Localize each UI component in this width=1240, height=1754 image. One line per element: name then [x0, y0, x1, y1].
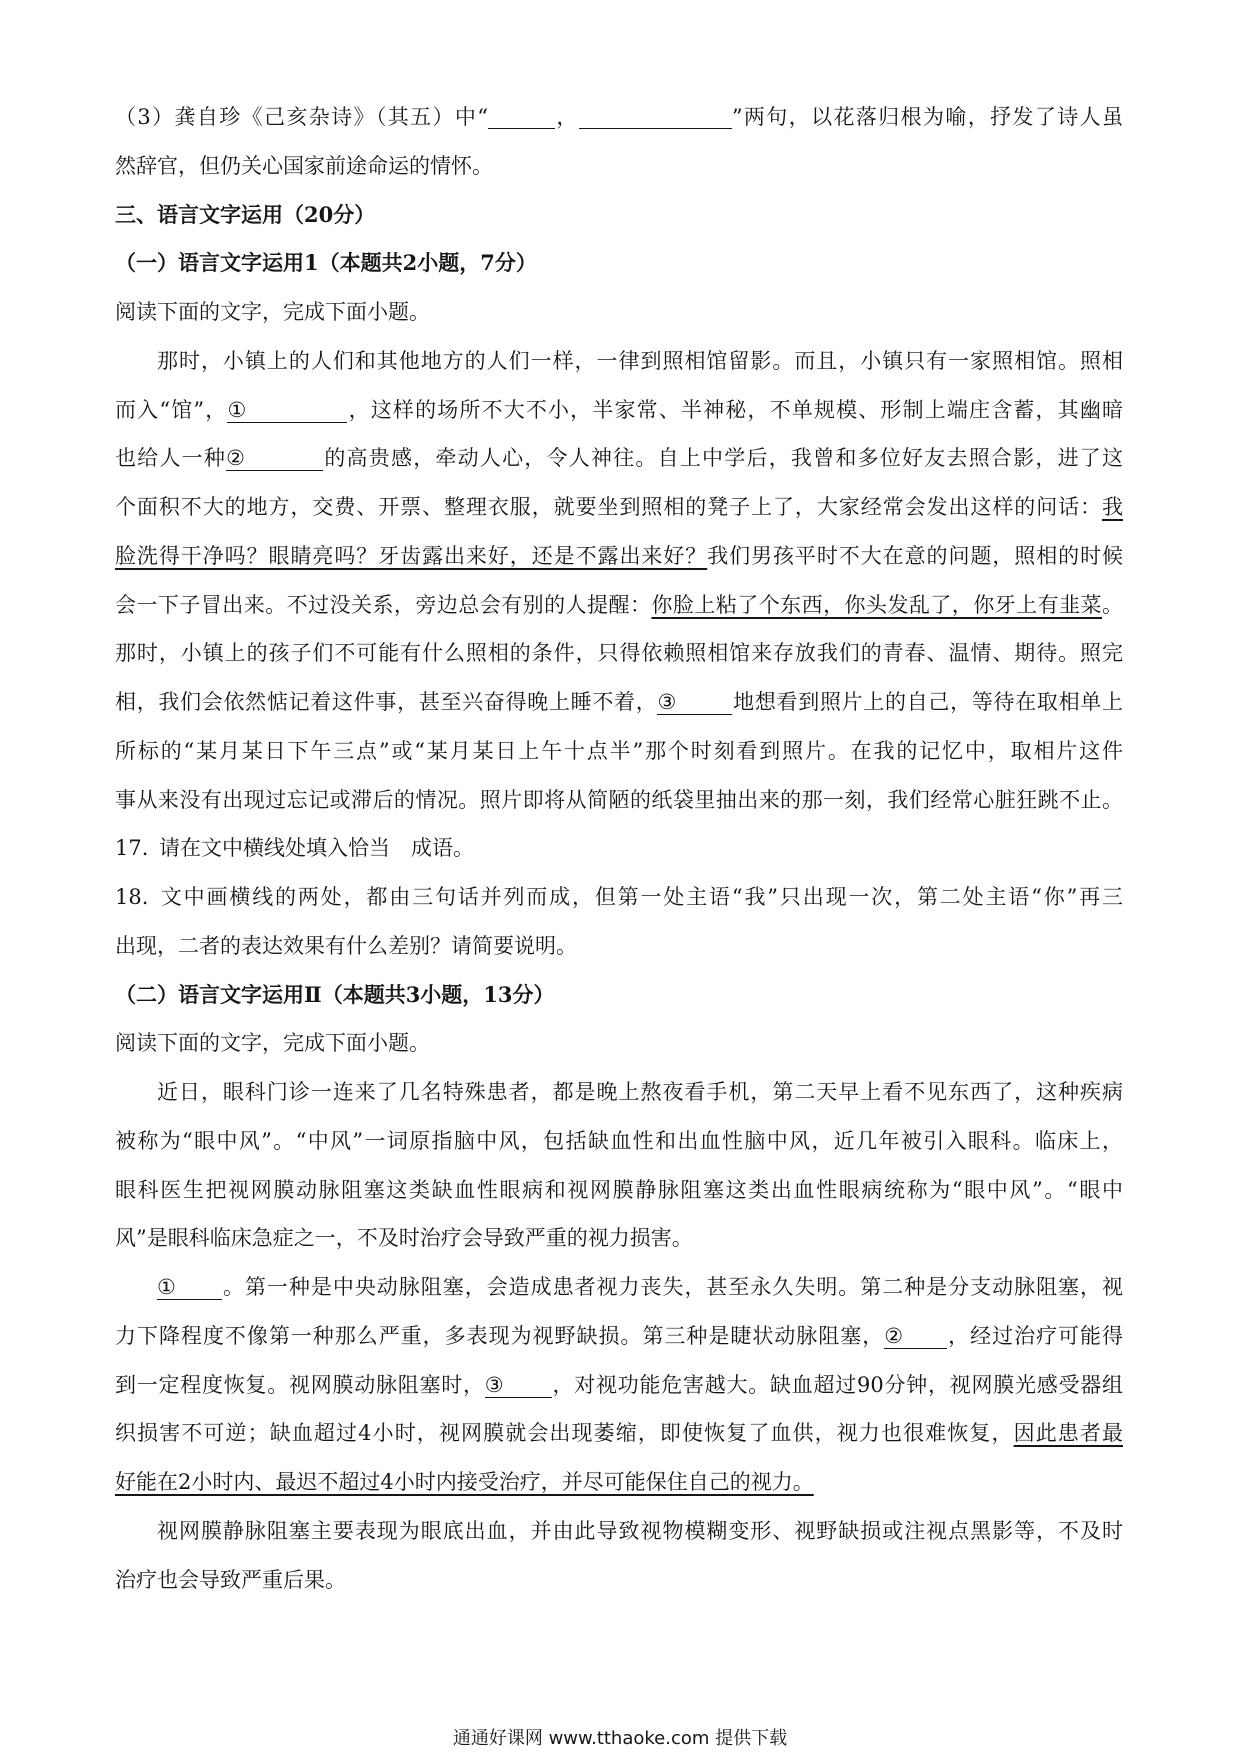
question-18 — [115, 873, 1123, 922]
question-18-continued — [115, 922, 1123, 971]
passage-text: 眼科医生把视网膜动脉阻塞这类缺血性眼病和视网膜静脉阻塞这类出血性眼病统称为“眼中风”。“眼中 — [115, 1177, 1123, 1202]
part1-instruction: 阅读下面的文字，完成下面小题。 — [115, 300, 430, 324]
passage-text: 风”是眼科临床急症之一，不及时治疗会导致严重的视力损害。 — [115, 1226, 693, 1251]
passage-line — [115, 483, 1123, 532]
page-content — [115, 93, 1123, 1604]
passage-line — [115, 1409, 1123, 1458]
part2-instruction: 阅读下面的文字，完成下面小题。 — [115, 1031, 430, 1056]
passage-line — [115, 1361, 1123, 1410]
passage-line — [115, 337, 1123, 386]
passage-line — [115, 581, 1123, 630]
passage-line — [115, 1214, 1123, 1263]
part1-title: （一）语言文字运用1（本题共2小题，7分） — [115, 250, 537, 276]
passage-line — [115, 1312, 1123, 1361]
passage-text: 地想看到照片上的自己，等待在取相单上 — [732, 690, 1123, 714]
passage-text: 被称为“眼中风”。“中风”一词原指脑中风，包括缺血性和出血性脑中风，近几年被引入眼科。临床上， — [115, 1128, 1123, 1153]
underlined-sentence: 好能在2小时内、最迟不超过4小时内接受治疗，并尽可能保住自己的视力。 — [115, 1470, 814, 1494]
passage-text: 。 — [1102, 592, 1123, 617]
page-footer: 通通好课网 www.tthaoke.com 提供下载 — [452, 1728, 788, 1749]
fill-blank-1: ① — [227, 398, 347, 423]
passage-line — [115, 532, 1123, 581]
passage-text: 织损害不可逆；缺血超过4小时，视网膜就会出现萎缩，即使恢复了血供，视力也很难恢复， — [115, 1421, 1014, 1446]
passage-text: 那时，小镇上的孩子们不可能有什么照相的条件，只得依赖照相馆来存放我们的青春、温情、期待。照完 — [115, 641, 1123, 666]
passage-text: 个面积不大的地方，交费、开票、整理衣服，就要坐到照相的凳子上了，大家经常会发出这样的问话： — [115, 495, 1102, 519]
passage-line — [115, 1117, 1123, 1166]
question-number: 17. — [115, 836, 149, 861]
passage-text: 力下降程度不像第一种那么严重，多表现为视野缺损。第三种是睫状动脉阻塞， — [115, 1323, 885, 1348]
passage-text: 到一定程度恢复。视网膜动脉阻塞时， — [115, 1372, 485, 1397]
passage-text: 的高贵感，牵动人心，令人神往。自上中学后，我曾和多位好友去照合影，进了这 — [323, 446, 1123, 471]
fill-blank-2: ② — [226, 446, 323, 471]
passage-text: 所标的“某月某日下午三点”或“某月某日上午十点半”那个时刻看到照片。在我的记忆中，取相片这件 — [115, 738, 1123, 763]
passage-line — [115, 1263, 1123, 1312]
question-text: 文中画横线的两处，都由三句话并列而成，但第一处主语“我”只出现一次，第二处主语“你”再三 — [159, 885, 1123, 909]
passage-text: 近日，眼科门诊一连来了几名特殊患者，都是晚上熬夜看手机，第二天早上看不见东西了，这种疾病 — [157, 1080, 1123, 1104]
passage-text: 也给人一种 — [115, 446, 227, 471]
passage-text: ，对视功能危害越大。缺血超过90分钟，视网膜光感受器组 — [551, 1372, 1123, 1397]
section-title: 三、语言文字运用（20分） — [115, 201, 376, 227]
passage-line — [115, 386, 1123, 435]
passage-line — [115, 1507, 1123, 1556]
passage-line — [115, 776, 1123, 825]
underlined-sentence: 你脸上粘了个东西，你头发乱了，你牙上有韭菜 — [651, 592, 1103, 617]
answer-blank — [488, 104, 555, 129]
question-text: （3）龚自珍《己亥杂诗》（其五）中“ — [115, 105, 489, 129]
question-text: 请在文中横线处填入恰当 成语。 — [159, 836, 474, 861]
question-17 — [115, 824, 1123, 873]
passage-text: ，经过治疗可能得 — [947, 1323, 1123, 1348]
poem-question-line — [115, 142, 1123, 191]
part2-title: （二）语言文字运用Ⅱ（本题共3小题，13分） — [115, 981, 555, 1007]
passage-line — [115, 434, 1123, 483]
passage-line — [115, 1556, 1123, 1605]
passage-text: 会一下子冒出来。不过没关系，旁边总会有别的人提醒： — [115, 592, 652, 617]
passage-line — [115, 678, 1123, 727]
passage-text: 那时，小镇上的人们和其他地方的人们一样，一律到照相馆留影。而且，小镇只有一家照相馆。照相 — [157, 348, 1123, 373]
passage-text: ，这样的场所不大不小，半家常、半神秘，不单规模、形制上端庄含蓄，其幽暗 — [347, 397, 1123, 422]
passage-line — [115, 1068, 1123, 1117]
passage-text: 相，我们会依然惦记着这件事，甚至兴奋得晚上睡不着， — [115, 690, 658, 714]
passage-line — [115, 727, 1123, 776]
passage-text: 事从来没有出现过忘记或滞后的情况。照片即将从简陋的纸袋里抽出来的那一刻，我们经常心脏狂跳不止。 — [115, 787, 1123, 812]
passage-text: 我们男孩平时不大在意的问题，照相的时候 — [707, 543, 1123, 568]
underlined-sentence: 我 — [1102, 495, 1123, 519]
question-text: ”两句，以花落归根为喻，抒发了诗人虽 — [731, 105, 1123, 129]
passage-text: 而入“馆”， — [115, 397, 228, 422]
fill-blank-3: ③ — [485, 1373, 552, 1398]
underlined-sentence: 脸洗得干净吗？眼睛亮吗？牙齿露出来好，还是不露出来好？ — [115, 543, 708, 568]
question-number: 18. — [115, 885, 149, 909]
passage-text: 治疗也会导致严重后果。 — [115, 1567, 346, 1592]
answer-blank — [579, 104, 732, 129]
poem-question-line — [115, 93, 1123, 142]
fill-blank-2: ② — [884, 1324, 947, 1349]
question-text: ， — [555, 105, 579, 129]
fill-blank-3: ③ — [657, 690, 732, 715]
question-text: 出现，二者的表达效果有什么差别？请简要说明。 — [115, 933, 577, 958]
underlined-sentence: 因此患者最 — [1013, 1421, 1123, 1446]
passage-line — [115, 1458, 1123, 1507]
passage-text: 视网膜静脉阻塞主要表现为眼底出血，并由此导致视物模糊变形、视野缺损或注视点黑影等，不及时 — [157, 1518, 1123, 1543]
fill-blank-1: ① — [157, 1275, 222, 1300]
question-text: 然辞官，但仍关心国家前途命运的情怀。 — [115, 153, 493, 178]
passage-text: 。第一种是中央动脉阻塞，会造成患者视力丧失，甚至永久失明。第二种是分支动脉阻塞，视 — [222, 1275, 1123, 1299]
passage-line — [115, 1166, 1123, 1215]
passage-line — [115, 629, 1123, 678]
